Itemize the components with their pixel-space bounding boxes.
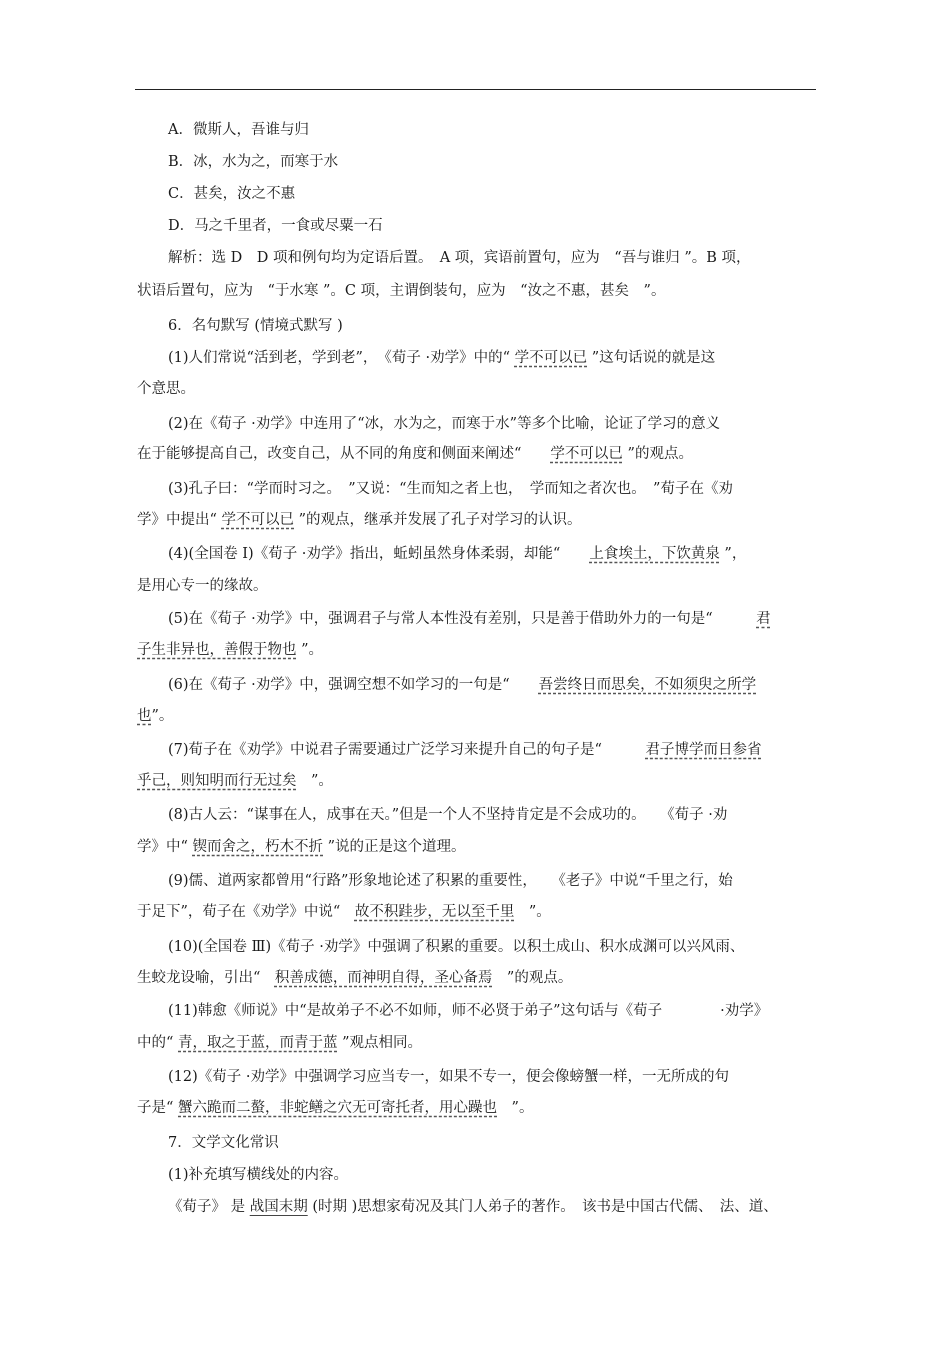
question-text: (6)在《荀子 ·劝学》中，强调空想不如学习的一句是“ bbox=[168, 677, 539, 693]
question-text: ”的观点。 bbox=[492, 970, 573, 986]
question-text: ”这句话说的就是这 bbox=[587, 350, 716, 366]
question-1-cont: 个意思。 bbox=[137, 381, 195, 397]
answer-blank: 锲而舍之，朽木不折 bbox=[192, 839, 324, 855]
option-b: B．冰，水为之，而寒于水 bbox=[168, 154, 339, 170]
question-9: (9)儒、道两家都曾用“行路”形象地论述了积累的重要性， 《老子》中说“千里之行，始 bbox=[168, 873, 733, 889]
question-text: (5)在《荀子 ·劝学》中，强调君子与常人本性没有差别，只是善于借助外力的一句是“ bbox=[168, 611, 757, 627]
question-text: ”。 bbox=[514, 904, 551, 920]
section-7-line bbox=[168, 1197, 778, 1217]
question-text: (时期 )思想家荀况及其门人弟子的著作。 该书是中国古代儒、 法、道、 bbox=[307, 1199, 778, 1215]
question-4-cont: 是用心专一的缘故。 bbox=[137, 578, 268, 594]
answer-blank: 青，取之于蓝，而青于蓝 bbox=[178, 1035, 338, 1051]
answer-blank: 蟹六跪而二螯，非蛇鳝之穴无可寄托者，用心躁也 bbox=[178, 1100, 498, 1116]
question-text: (4)(全国卷 Ⅰ)《荀子 ·劝学》指出，蚯蚓虽然身体柔弱，却能“ bbox=[168, 546, 590, 562]
question-10: (10)(全国卷 Ⅲ)《荀子 ·劝学》中强调了积累的重要。以积土成山、积水成渊可以兴风雨、 bbox=[168, 939, 745, 955]
answer-blank: 君 bbox=[756, 611, 771, 627]
analysis-line: 解析：选 D D 项和例句均为定语后置。 A 项，宾语前置句，应为 “吾与谁归 ”。B 项， bbox=[168, 250, 751, 266]
option-a: A．微斯人，吾谁与归 bbox=[168, 122, 309, 138]
question-text: 生蛟龙设喻，引出“ bbox=[137, 970, 275, 986]
question-4 bbox=[168, 544, 746, 564]
question-text: ”， bbox=[719, 546, 747, 562]
option-d: D．马之千里者，一食或尽粟一石 bbox=[168, 218, 383, 234]
question-text: (1)人们常说“活到老，学到老”， 《荀子 ·劝学》中的“ bbox=[168, 350, 515, 366]
answer-blank: 也 bbox=[137, 708, 152, 724]
question-3: (3)孔子曰：“学而时习之。 ”又说：“生而知之者上也， 学而知之者次也。 ”荀子在《劝 bbox=[168, 481, 733, 497]
answer-blank: 子生非异也，善假于物也 bbox=[137, 642, 297, 658]
question-5 bbox=[168, 609, 771, 629]
answer-blank: 上食埃土，下饮黄泉 bbox=[589, 546, 720, 562]
question-2: (2)在《荀子 ·劝学》中连用了“冰，水为之，而寒于水”等多个比喻，论证了学习的意义 bbox=[168, 416, 721, 432]
answer-blank: 学不可以已 bbox=[221, 512, 295, 528]
question-6-cont bbox=[137, 706, 173, 726]
answer-blank: 故不积跬步，无以至千里 bbox=[354, 904, 515, 920]
question-text: ”说的正是这个道理。 bbox=[323, 839, 466, 855]
section-7-sub: (1)补充填写横线处的内容。 bbox=[168, 1167, 349, 1183]
question-text: ”的观点，继承并发展了孔子对学习的认识。 bbox=[294, 512, 582, 528]
question-1 bbox=[168, 348, 715, 368]
question-3-cont bbox=[137, 510, 582, 530]
question-text: 子是“ bbox=[137, 1100, 179, 1116]
header-rule bbox=[135, 89, 816, 90]
question-6 bbox=[168, 675, 756, 695]
question-2-cont bbox=[137, 444, 693, 464]
question-10-cont bbox=[137, 968, 572, 988]
question-text: ”。 bbox=[151, 708, 174, 724]
answer-blank: 吾尝终日而思矣，不如须臾之所学 bbox=[538, 677, 757, 693]
answer-blank: 学不可以已 bbox=[514, 350, 588, 366]
section-7-heading: 7．文学文化常识 bbox=[168, 1135, 279, 1151]
question-text: 于足下”，荀子在《劝学》中说“ bbox=[137, 904, 355, 920]
question-text: ”。 bbox=[497, 1100, 534, 1116]
question-text: ”。 bbox=[296, 773, 333, 789]
question-9-cont bbox=[137, 902, 551, 922]
section-6-heading: 6．名句默写 (情境式默写 ) bbox=[168, 318, 343, 334]
question-text: ”的观点。 bbox=[622, 446, 693, 462]
answer-blank: 学不可以已 bbox=[550, 446, 623, 462]
question-text: 学》中“ bbox=[137, 839, 193, 855]
question-8: (8)古人云：“谋事在人，成事在天。”但是一个人不坚持肯定是不会成功的。 《荀子 ·劝 bbox=[168, 807, 728, 823]
analysis-line: 状语后置句，应为 “于水寒 ”。C 项，主谓倒装句，应为 “汝之不惠，甚矣 ”。 bbox=[137, 283, 666, 299]
question-8-cont bbox=[137, 837, 466, 857]
question-7-cont bbox=[137, 771, 333, 791]
question-5-cont bbox=[137, 640, 323, 660]
question-text: 《荀子》 是 bbox=[168, 1199, 250, 1215]
question-11-cont bbox=[137, 1033, 422, 1053]
question-12-cont bbox=[137, 1098, 533, 1118]
question-text: ”观点相同。 bbox=[337, 1035, 423, 1051]
question-text: 中的“ bbox=[137, 1035, 179, 1051]
question-text: 学》中提出“ bbox=[137, 512, 222, 528]
question-text: 在于能够提高自己，改变自己，从不同的角度和侧面来阐述“ bbox=[137, 446, 551, 462]
question-text: ”。 bbox=[296, 642, 324, 658]
option-c: C．甚矣，汝之不惠 bbox=[168, 186, 296, 202]
answer-blank: 积善成德，而神明自得，圣心备焉 bbox=[274, 970, 493, 986]
question-12: (12)《荀子 ·劝学》中强调学习应当专一，如果不专一，便会像螃蟹一样，一无所成的句 bbox=[168, 1069, 729, 1085]
question-text: (7)荀子在《劝学》中说君子需要通过广泛学习来提升自己的句子是“ bbox=[168, 742, 646, 758]
answer-blank: 君子博学而日参省 bbox=[645, 742, 762, 758]
question-11: (11)韩愈《师说》中“是故弟子不必不如师，师不必贤于弟子”这句话与《荀子 ·劝学》 bbox=[168, 1003, 769, 1019]
answer-blank: 乎己，则知明而行无过矣 bbox=[137, 773, 297, 789]
answer-blank: 战国末期 bbox=[249, 1199, 308, 1215]
question-7 bbox=[168, 740, 761, 760]
